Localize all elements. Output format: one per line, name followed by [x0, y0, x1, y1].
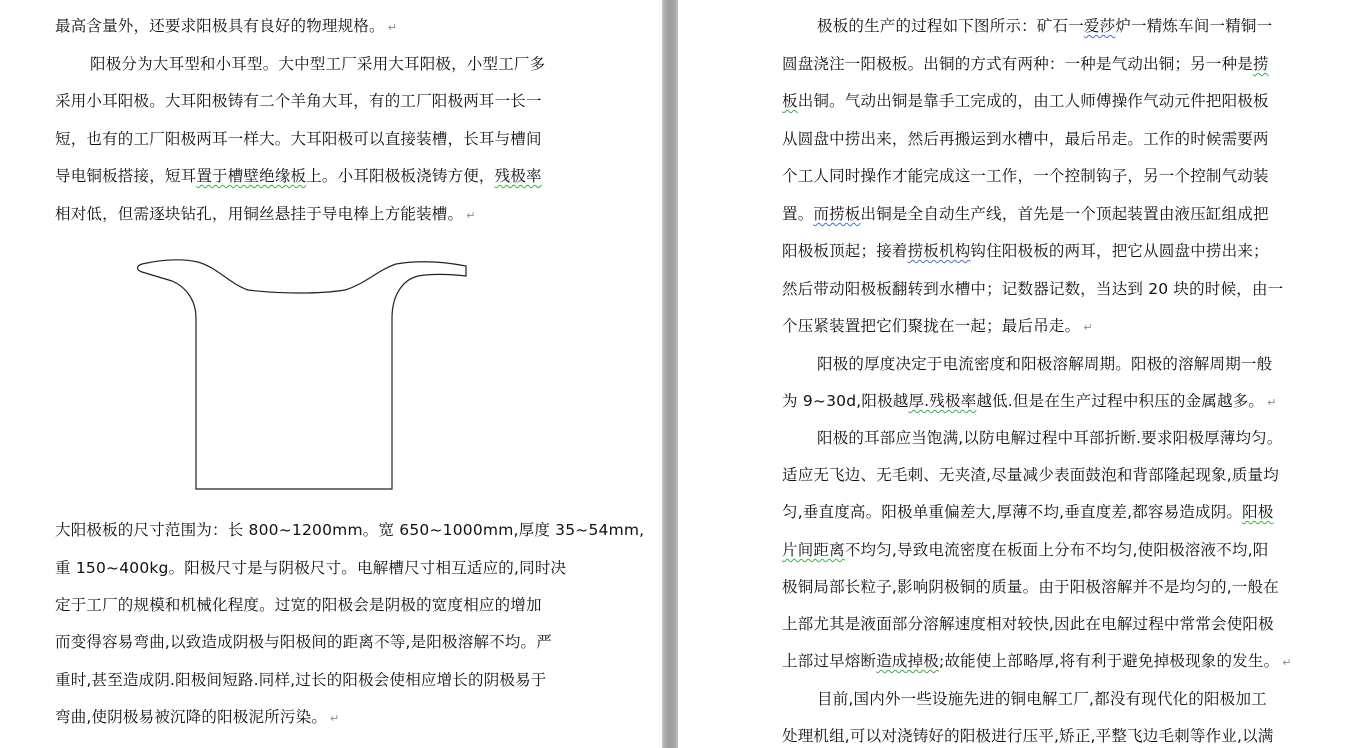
text-run: 上。小耳阳极板浇铸方便，: [306, 167, 495, 185]
text-run: 重时,甚至造成阴.阳极间短路.同样,过长的阳极会使相应增长的阴极易于: [55, 671, 547, 689]
text-line: [55, 595, 542, 615]
text-run: 为 9~30d,阳极越: [782, 392, 909, 410]
text-line: [782, 502, 1274, 522]
text-line: [55, 204, 476, 226]
text-run: 钩住阳极板的两耳，把它从圆盘中捞出来；: [970, 242, 1269, 260]
text-line: [55, 166, 542, 186]
text-run: 圆盘浇注一阳极板。出铜的方式有两种：一种是气动出铜；另一种是: [782, 55, 1254, 73]
spelling-flag[interactable]: 爱莎: [1083, 17, 1116, 35]
text-run: 从圆盘中捞出来，然后再搬运到水槽中，最后吊走。工作的时候需要两: [782, 130, 1269, 148]
text-line: [782, 166, 1269, 186]
paragraph-mark: ↵: [1267, 396, 1277, 409]
text-line: [782, 614, 1274, 634]
paragraph-mark: ↵: [387, 21, 398, 34]
anode-plate-figure: [130, 248, 480, 498]
grammar-flag[interactable]: 厚.残极率: [908, 392, 977, 410]
text-run: 极板的生产的过程如下图所示：矿石一: [817, 17, 1084, 35]
text-run: 最高含量外，还要求阳极具有良好的物理规格。: [55, 17, 385, 35]
text-line: [782, 91, 1269, 111]
text-run: 越低.但是在生产过程中积压的金属越多。: [976, 392, 1265, 410]
paragraph-mark: ↵: [466, 209, 476, 222]
text-line: [55, 632, 552, 652]
text-line: [782, 54, 1269, 74]
paragraph-mark: ↵: [330, 712, 340, 725]
text-run: 短，也有的工厂阳极两耳一样大。大耳阳极可以直接装槽，长耳与槽间: [55, 130, 542, 148]
grammar-flag[interactable]: 造成掉极: [876, 652, 940, 670]
text-line: [55, 707, 339, 729]
text-run: 上部尤其是液面部分溶解速度相对较快,因此在电解过程中常常会使阳极: [782, 615, 1274, 633]
page-divider: [662, 0, 678, 748]
text-line: [782, 726, 1274, 746]
text-line: [782, 577, 1279, 597]
text-run: 而变得容易弯曲,以致造成阴极与阳极间的距离不等,是阳极溶解不均。严: [55, 633, 552, 651]
text-run: 弯曲,使阴极易被沉降的阳极泥所污染。: [55, 708, 328, 726]
text-line: [782, 391, 1277, 413]
text-run: 阳极的厚度决定于电流密度和阳极溶解周期。阳极的溶解周期一般: [817, 355, 1273, 373]
text-run: 出铜是全自动生产线，首先是一个顶起装置由液压缸组成把: [860, 205, 1269, 223]
text-run: 适应无飞边、无毛刺、无夹渣,尽量减少表面鼓泡和背部隆起现象,质量均: [782, 466, 1279, 484]
text-line: [55, 520, 644, 540]
text-run: 然后带动阳极板翻转到水槽中；记数器记数，当达到 20 块的时候，由一: [782, 280, 1284, 298]
text-run: 导电铜板搭接，短耳: [55, 167, 197, 185]
text-run: 处理机组,可以对浇铸好的阳极进行压平,矫正,平整飞边毛刺等作业,以满: [782, 727, 1274, 745]
text-run: 置。: [782, 205, 814, 223]
text-line: [817, 16, 1272, 36]
text-run: 阳极分为大耳型和小耳型。大中型工厂采用大耳阳极，小型工厂多: [90, 55, 546, 73]
text-run: 相对低，但需逐块钻孔，用铜丝悬挂于导电棒上方能装槽。: [55, 205, 464, 223]
text-run: 重 150~400kg。阳极尺寸是与阴极尺寸。电解槽尺寸相互适应的,同时决: [55, 559, 567, 577]
text-run: 目前,国内外一些设施先进的铜电解工厂,都没有现代化的阳极加工: [817, 690, 1267, 708]
text-run: 匀,垂直度高。阳极单重偏差大,厚薄不均,垂直度差,都容易造成阴。: [782, 503, 1243, 521]
document-page-right[interactable]: [678, 0, 1349, 748]
spelling-flag[interactable]: 捞板机构: [907, 242, 971, 260]
text-line: [782, 129, 1269, 149]
text-line: [55, 558, 566, 578]
spelling-flag[interactable]: 而捞板: [813, 205, 861, 223]
text-run: 不均匀,导致电流密度在板面上分布不均匀,使阳极溶液不均,阳: [844, 541, 1269, 559]
text-line: [782, 540, 1268, 560]
text-run: 阳极的耳部应当饱满,以防电解过程中耳部折断.要求阳极厚薄均匀。: [817, 429, 1283, 447]
text-run: 上部过早熔断: [782, 652, 877, 670]
text-line: [817, 428, 1283, 448]
text-run: 大阳极板的尺寸范围为：长 800~1200mm。宽 650~1000mm,厚度 35~54mm,: [55, 521, 645, 539]
text-line: [817, 689, 1267, 709]
anode-plate-outline: [138, 260, 467, 489]
grammar-flag[interactable]: 捞: [1253, 55, 1269, 73]
text-line: [55, 129, 542, 149]
text-line: [55, 91, 542, 111]
text-line: [817, 354, 1272, 374]
text-run: 出铜。气动出铜是靠手工完成的，由工人师傅操作气动元件把阳极板: [797, 92, 1269, 110]
grammar-flag[interactable]: 片间距离: [782, 541, 845, 559]
text-run: 炉一精炼车间一精铜一: [1115, 17, 1273, 35]
grammar-flag[interactable]: 残极率: [494, 167, 542, 185]
text-line: [782, 465, 1279, 485]
grammar-flag[interactable]: 置于槽壁绝缘板: [196, 167, 307, 185]
text-run: 采用小耳阳极。大耳阳极铸有二个羊角大耳，有的工厂阳极两耳一长一: [55, 92, 542, 110]
grammar-flag[interactable]: 板: [782, 92, 798, 110]
paragraph-mark: ↵: [1282, 656, 1292, 669]
text-run: 极铜局部长粒子,影响阴极铜的质量。由于阳极溶解并不是均匀的,一般在: [782, 578, 1279, 596]
text-run: 个工人同时操作才能完成这一工作，一个控制钩子，另一个控制气动装: [782, 167, 1269, 185]
text-run: 阳极板顶起；接着: [782, 242, 908, 260]
text-run: 定于工厂的规模和机械化程度。过宽的阳极会是阴极的宽度相应的增加: [55, 596, 542, 614]
text-line: [782, 651, 1292, 673]
paragraph-mark: ↵: [1083, 321, 1093, 334]
text-line: [782, 241, 1269, 261]
text-line: [55, 16, 397, 38]
text-run: ;故能使上部略厚,将有利于避免掉极现象的发生。: [939, 652, 1280, 670]
text-line: [90, 54, 545, 74]
text-line: [55, 670, 547, 690]
text-line: [782, 204, 1269, 224]
grammar-flag[interactable]: 阳极: [1242, 503, 1274, 521]
text-line: [782, 279, 1283, 299]
text-line: [782, 316, 1093, 338]
text-run: 个压紧装置把它们聚拢在一起；最后吊走。: [782, 317, 1081, 335]
